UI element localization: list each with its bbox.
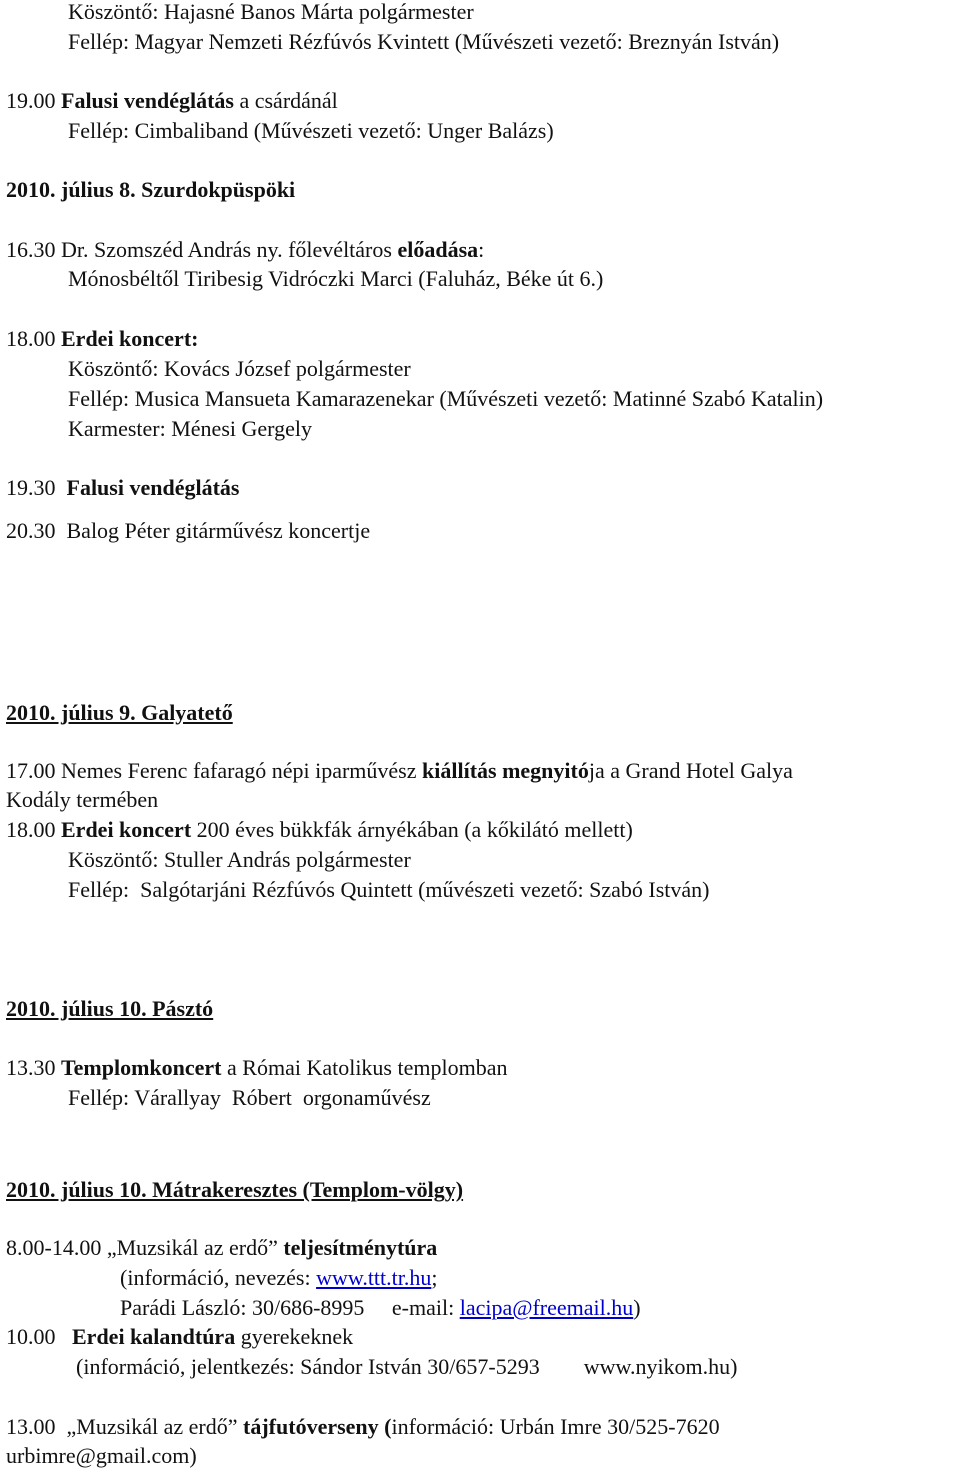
event-title: kiállítás megnyitó [422, 758, 589, 783]
email-link[interactable]: lacipa@freemail.hu [459, 1295, 634, 1320]
date-heading-text: 2010. július 10. Mátrakeresztes (Templom-völgy) [6, 1177, 464, 1202]
event-title: Falusi vendéglátás [61, 88, 234, 113]
date-heading-text: 2010. július 8. Szurdokpüspöki [6, 177, 296, 202]
event-text: 13.00 „Muzsikál az erdő” [6, 1414, 238, 1439]
event-text: 16.30 Dr. Szomszéd András ny. főlevéltáros [6, 237, 392, 262]
date-heading [6, 1175, 463, 1205]
schedule-item [6, 324, 198, 354]
event-location: Kodály termében [6, 787, 159, 812]
schedule-item [6, 756, 793, 786]
event-title: teljesítménytúra [283, 1235, 438, 1260]
event-title: Erdei kalandtúra [72, 1324, 236, 1349]
time: 10.00 [6, 1324, 56, 1349]
event-text: : [478, 237, 485, 262]
time: 13.30 [6, 1055, 56, 1080]
time: 19.30 [6, 475, 56, 500]
event-location-line [6, 785, 158, 815]
event-title: előadása [397, 237, 479, 262]
event-text: 17.00 Nemes Ferenc fafaragó népi iparművész [6, 758, 417, 783]
date-heading [6, 175, 295, 205]
date-heading-text: 2010. július 10. Pásztó [6, 996, 214, 1021]
event-text: információ: Urbán Imre 30/525-7620 [391, 1414, 720, 1439]
contact-line [120, 1293, 641, 1323]
time: 18.00 [6, 817, 56, 842]
event-title: tájfutóverseny ( [243, 1414, 392, 1439]
event-text: 20.30 Balog Péter gitárművész koncertje [6, 518, 371, 543]
conductor-line [68, 414, 312, 444]
contact-text: ) [633, 1295, 641, 1320]
greeting-text: Köszöntő: Kovács József polgármester [68, 356, 411, 381]
info-text: ; [431, 1265, 438, 1290]
event-text: 8.00-14.00 „Muzsikál az erdő” [6, 1235, 278, 1260]
date-heading [6, 994, 213, 1024]
conductor-text: Karmester: Ménesi Gergely [68, 416, 312, 441]
date-heading [6, 698, 233, 728]
greeting-text: Köszöntő: Stuller András polgármester [68, 847, 411, 872]
performer-line [68, 27, 779, 57]
event-text: ja a Grand Hotel Galya [588, 758, 793, 783]
event-title: Falusi vendéglátás [66, 475, 240, 500]
schedule-item [6, 815, 633, 845]
schedule-item [6, 516, 370, 546]
performer-text: Fellép: Várallyay Róbert orgonaművész [68, 1085, 431, 1110]
performer-text: Fellép: Magyar Nemzeti Rézfúvós Kvintett (Művészeti vezető: Breznyán István) [68, 29, 780, 54]
time: 18.00 [6, 326, 56, 351]
performer-line [68, 1083, 431, 1113]
event-subtitle: Mónosbéltől Tiribesig Vidróczki Marci (Faluház, Béke út 6.) [68, 266, 604, 291]
performer-line [68, 384, 823, 414]
performer-line [68, 875, 710, 905]
greeting-line [68, 845, 411, 875]
event-detail: gyerekeknek [240, 1324, 354, 1349]
time: 19.00 [6, 88, 56, 113]
schedule-item [6, 1322, 353, 1352]
schedule-item [6, 1233, 437, 1263]
schedule-item [6, 1053, 507, 1083]
contact-line [6, 1441, 197, 1471]
website-link[interactable]: www.ttt.tr.hu [316, 1265, 432, 1290]
info-text: (információ, nevezés: [120, 1265, 311, 1290]
performer-text: Fellép: Cimbaliband (Művészeti vezető: Unger Balázs) [68, 118, 554, 143]
schedule-item [6, 86, 338, 116]
schedule-item [6, 473, 239, 503]
schedule-item [6, 235, 484, 265]
event-detail: a csárdánál [239, 88, 338, 113]
info-line [76, 1352, 738, 1382]
event-title: Erdei koncert: [61, 326, 199, 351]
greeting-line [68, 0, 474, 27]
info-line [120, 1263, 438, 1293]
greeting-text: Köszöntő: Hajasné Banos Márta polgármester [68, 0, 474, 24]
info-text: (információ, jelentkezés: Sándor István 30/657-5293 www.nyikom.hu) [76, 1354, 738, 1379]
schedule-item [6, 1412, 720, 1442]
performer-line [68, 116, 554, 146]
performer-text: Fellép: Musica Mansueta Kamarazenekar (Művészeti vezető: Matinné Szabó Katalin) [68, 386, 824, 411]
date-heading-text: 2010. július 9. Galyatető [6, 700, 233, 725]
event-detail: 200 éves bükkfák árnyékában (a kőkilátó mellett) [196, 817, 633, 842]
performer-text: Fellép: Salgótarjáni Rézfúvós Quintett (művészeti vezető: Szabó István) [68, 877, 710, 902]
event-detail: a Római Katolikus templomban [227, 1055, 508, 1080]
contact-text: Parádi László: 30/686-8995 e-mail: [120, 1295, 455, 1320]
event-title: Templomkoncert [61, 1055, 222, 1080]
greeting-line [68, 354, 411, 384]
event-title: Erdei koncert [61, 817, 192, 842]
event-subtitle-line [68, 264, 603, 294]
contact-text: urbimre@gmail.com) [6, 1443, 197, 1468]
